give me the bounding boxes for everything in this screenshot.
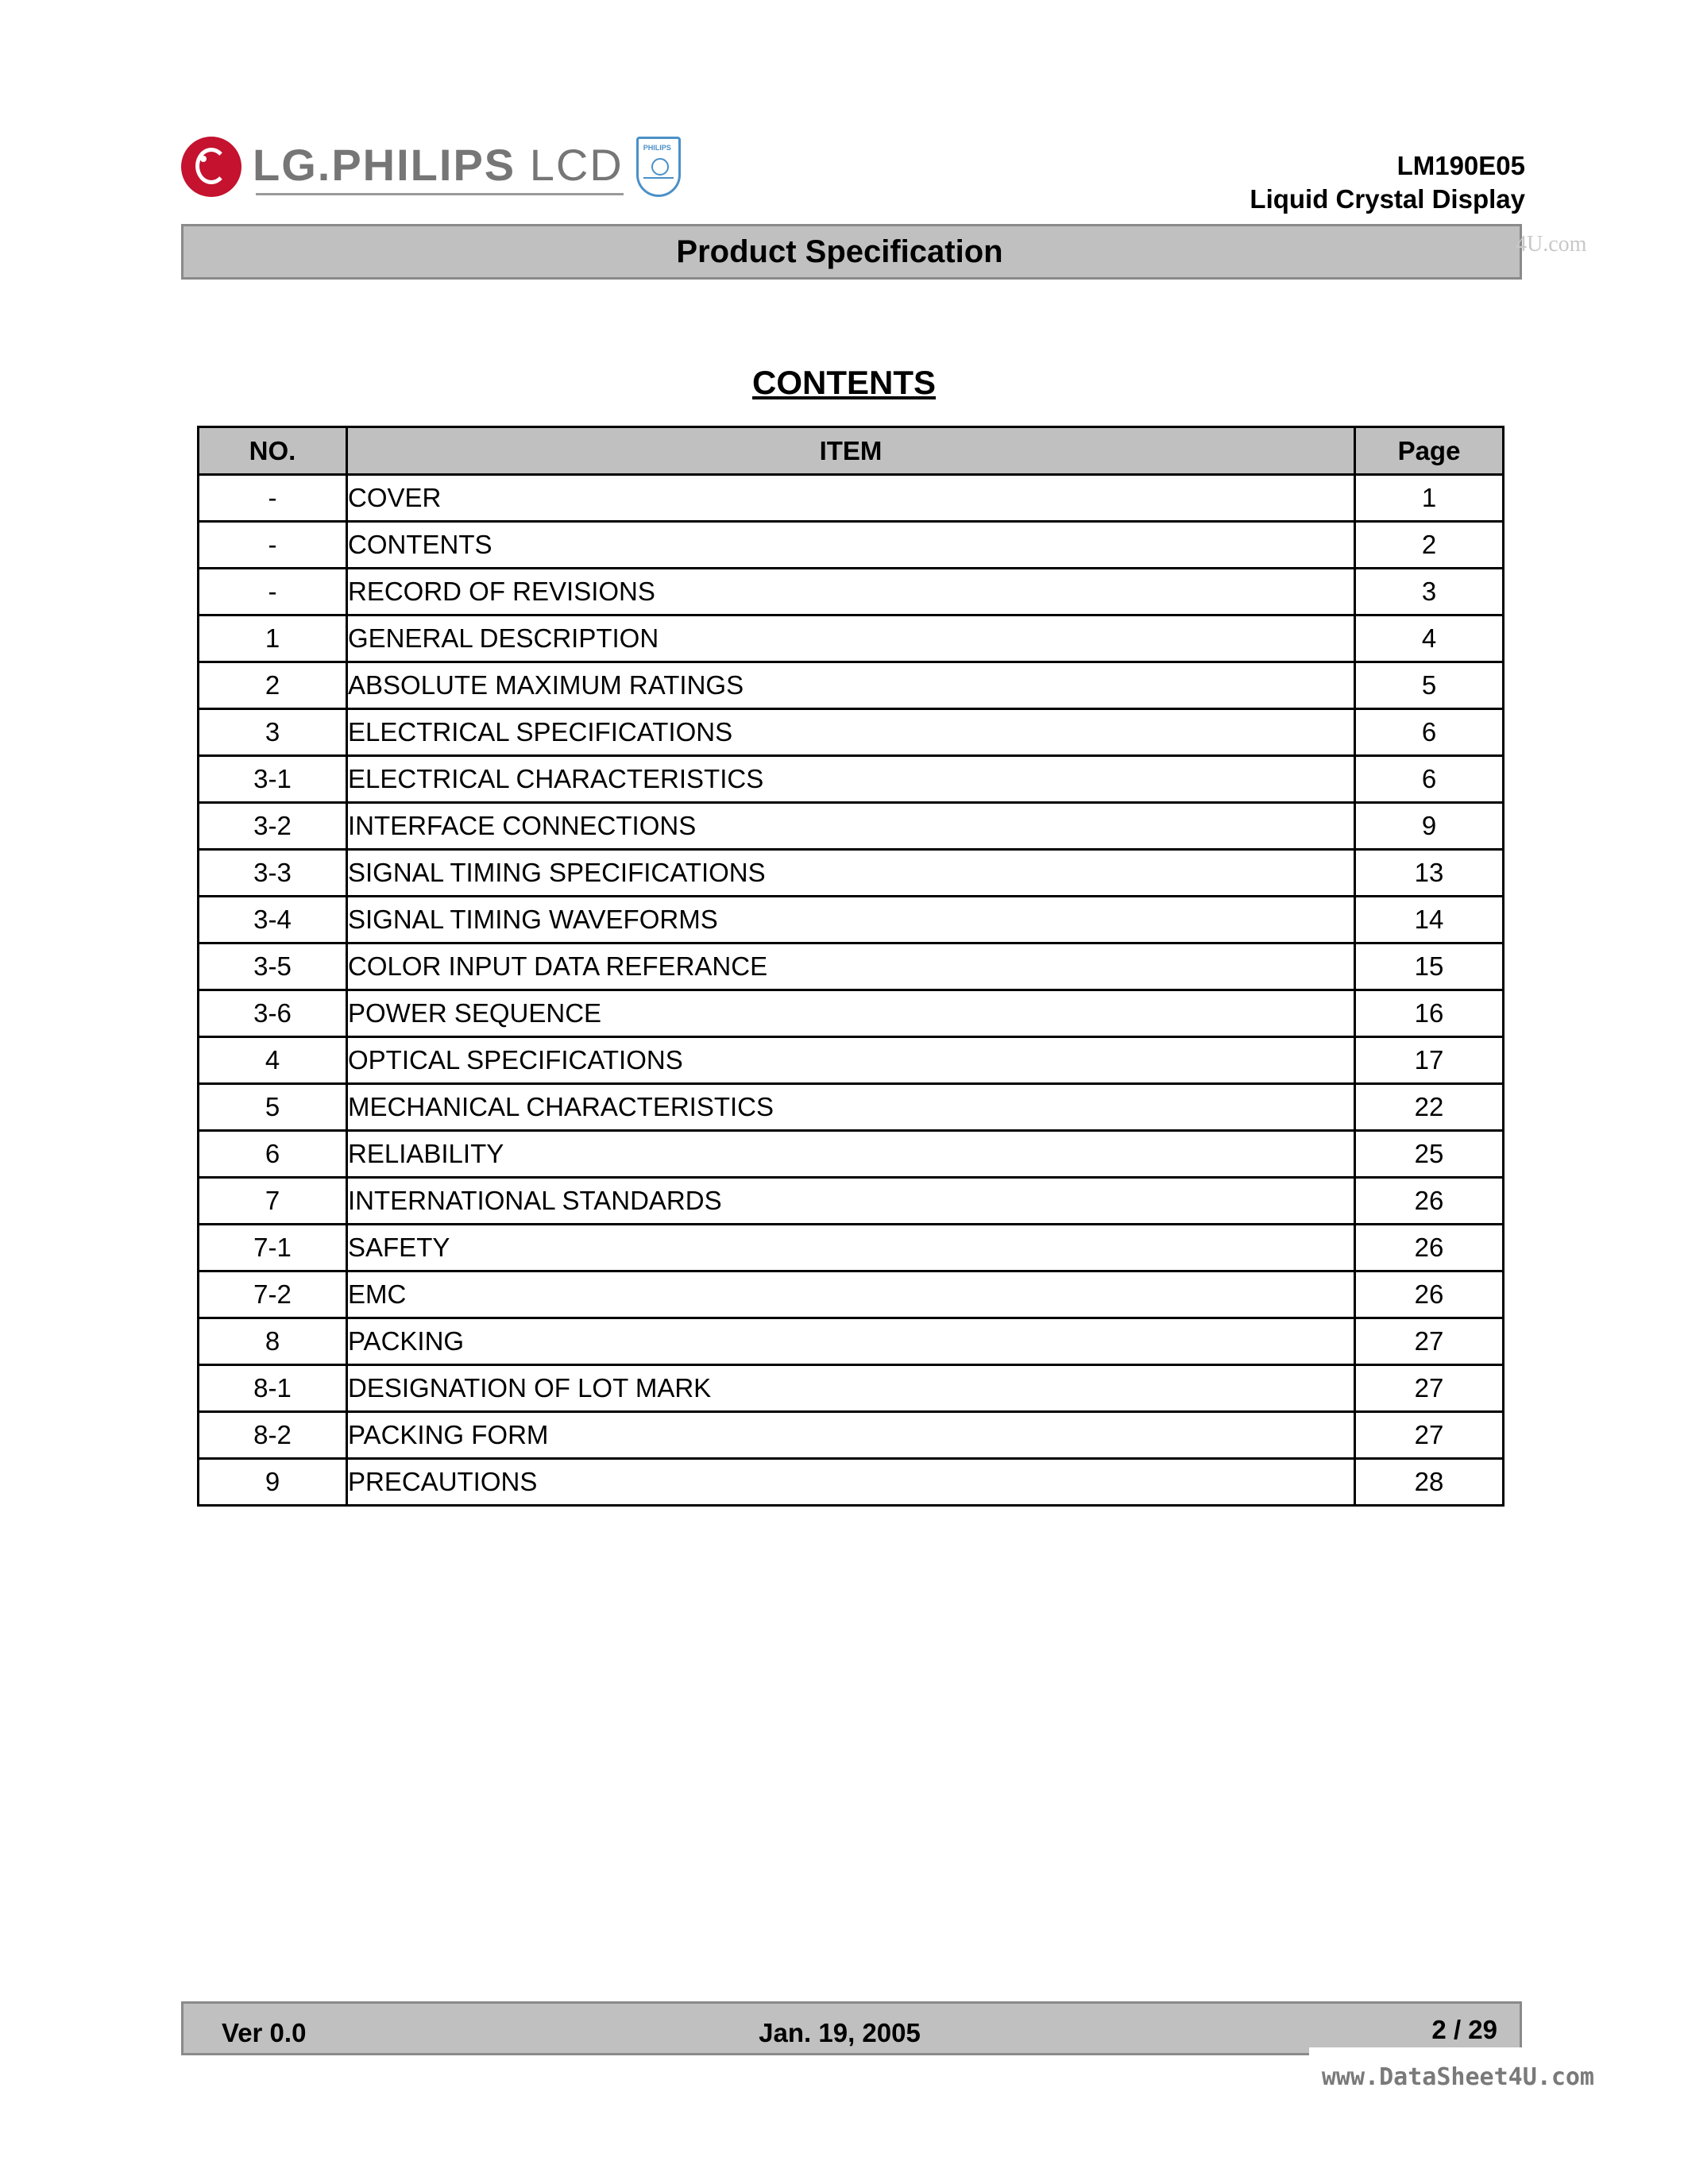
row-number: -: [199, 475, 347, 522]
row-number: 8-2: [199, 1412, 347, 1459]
row-item: ABSOLUTE MAXIMUM RATINGS: [347, 662, 1355, 709]
row-page: 4: [1355, 615, 1504, 662]
product-type: Liquid Crystal Display: [1250, 184, 1525, 214]
model-number: LM190E05: [1396, 151, 1525, 180]
table-row: [199, 522, 1504, 569]
row-number: 3-6: [199, 990, 347, 1037]
row-item: RELIABILITY: [347, 1131, 1355, 1178]
row-item: SAFETY: [347, 1225, 1355, 1271]
header-page: Page: [1355, 427, 1504, 475]
row-number: 3-4: [199, 897, 347, 943]
row-item: DESIGNATION OF LOT MARK: [347, 1365, 1355, 1412]
row-page: 15: [1355, 943, 1504, 990]
row-page: 13: [1355, 850, 1504, 897]
row-item: RECORD OF REVISIONS: [347, 569, 1355, 615]
row-item: ELECTRICAL CHARACTERISTICS: [347, 756, 1355, 803]
table-row: [199, 662, 1504, 709]
row-number: 7-1: [199, 1225, 347, 1271]
company-logo: [181, 131, 681, 203]
table-row: [199, 709, 1504, 756]
row-item: COLOR INPUT DATA REFERANCE: [347, 943, 1355, 990]
row-number: 2: [199, 662, 347, 709]
row-page: 26: [1355, 1271, 1504, 1318]
row-number: -: [199, 522, 347, 569]
banner-title: Product Specification: [676, 233, 1003, 269]
table-row: [199, 1037, 1504, 1084]
row-page: 26: [1355, 1178, 1504, 1225]
contents-table: [197, 426, 1505, 1507]
table-row: [199, 1318, 1504, 1365]
row-item: INTERFACE CONNECTIONS: [347, 803, 1355, 850]
row-item: CONTENTS: [347, 522, 1355, 569]
row-number: 8: [199, 1318, 347, 1365]
table-row: [199, 803, 1504, 850]
row-number: 3: [199, 709, 347, 756]
row-page: 2: [1355, 522, 1504, 569]
lg-face-icon: [181, 137, 241, 197]
row-page: 27: [1355, 1412, 1504, 1459]
row-number: 8-1: [199, 1365, 347, 1412]
contents-heading: CONTENTS: [752, 364, 936, 401]
row-page: 22: [1355, 1084, 1504, 1131]
row-number: 5: [199, 1084, 347, 1131]
table-row: [199, 943, 1504, 990]
row-item: PACKING FORM: [347, 1412, 1355, 1459]
row-item: SIGNAL TIMING WAVEFORMS: [347, 897, 1355, 943]
row-page: 26: [1355, 1225, 1504, 1271]
row-item: MECHANICAL CHARACTERISTICS: [347, 1084, 1355, 1131]
table-row: [199, 1084, 1504, 1131]
row-page: 25: [1355, 1131, 1504, 1178]
row-number: 4: [199, 1037, 347, 1084]
title-banner: [181, 224, 1522, 280]
table-row: [199, 569, 1504, 615]
table-row: [199, 1178, 1504, 1225]
row-item: INTERNATIONAL STANDARDS: [347, 1178, 1355, 1225]
table-row: [199, 1365, 1504, 1412]
header-item: ITEM: [347, 427, 1355, 475]
row-item: PRECAUTIONS: [347, 1459, 1355, 1506]
table-row: [199, 1131, 1504, 1178]
table-row: [199, 1459, 1504, 1506]
row-number: 3-5: [199, 943, 347, 990]
row-number: 1: [199, 615, 347, 662]
philips-shield-icon: PHILIPS: [636, 137, 681, 197]
row-number: 3-1: [199, 756, 347, 803]
table-row: [199, 850, 1504, 897]
logo-text: LG.PHILIPS LCD: [253, 139, 624, 195]
row-page: 16: [1355, 990, 1504, 1037]
row-number: 7-2: [199, 1271, 347, 1318]
row-page: 27: [1355, 1318, 1504, 1365]
row-number: 3-2: [199, 803, 347, 850]
footer-page-number: 2 / 29: [1431, 2015, 1497, 2044]
row-number: 6: [199, 1131, 347, 1178]
footer-divider: [1309, 2047, 1522, 2057]
row-number: 9: [199, 1459, 347, 1506]
row-page: 3: [1355, 569, 1504, 615]
watermark-top: 4U.com: [1516, 232, 1587, 257]
row-item: COVER: [347, 475, 1355, 522]
table-row: [199, 1225, 1504, 1271]
row-page: 28: [1355, 1459, 1504, 1506]
table-row: [199, 475, 1504, 522]
table-body: [199, 475, 1504, 1506]
watermark-bottom: www.DataSheet4U.com: [1321, 2063, 1594, 2091]
table-row: [199, 1412, 1504, 1459]
table-header-row: [199, 427, 1504, 475]
footer-version: Ver 0.0: [222, 2018, 307, 2047]
header-no: NO.: [199, 427, 347, 475]
table-row: [199, 897, 1504, 943]
row-page: 6: [1355, 756, 1504, 803]
row-page: 14: [1355, 897, 1504, 943]
row-number: 7: [199, 1178, 347, 1225]
table-row: [199, 756, 1504, 803]
row-page: 6: [1355, 709, 1504, 756]
row-number: 3-3: [199, 850, 347, 897]
row-item: SIGNAL TIMING SPECIFICATIONS: [347, 850, 1355, 897]
footer-date: Jan. 19, 2005: [759, 2018, 921, 2047]
table-row: [199, 990, 1504, 1037]
row-page: 17: [1355, 1037, 1504, 1084]
row-item: ELECTRICAL SPECIFICATIONS: [347, 709, 1355, 756]
row-page: 9: [1355, 803, 1504, 850]
row-page: 1: [1355, 475, 1504, 522]
row-item: PACKING: [347, 1318, 1355, 1365]
row-page: 5: [1355, 662, 1504, 709]
table-row: [199, 615, 1504, 662]
row-item: EMC: [347, 1271, 1355, 1318]
row-item: POWER SEQUENCE: [347, 990, 1355, 1037]
row-number: -: [199, 569, 347, 615]
row-item: GENERAL DESCRIPTION: [347, 615, 1355, 662]
row-page: 27: [1355, 1365, 1504, 1412]
table-row: [199, 1271, 1504, 1318]
row-item: OPTICAL SPECIFICATIONS: [347, 1037, 1355, 1084]
